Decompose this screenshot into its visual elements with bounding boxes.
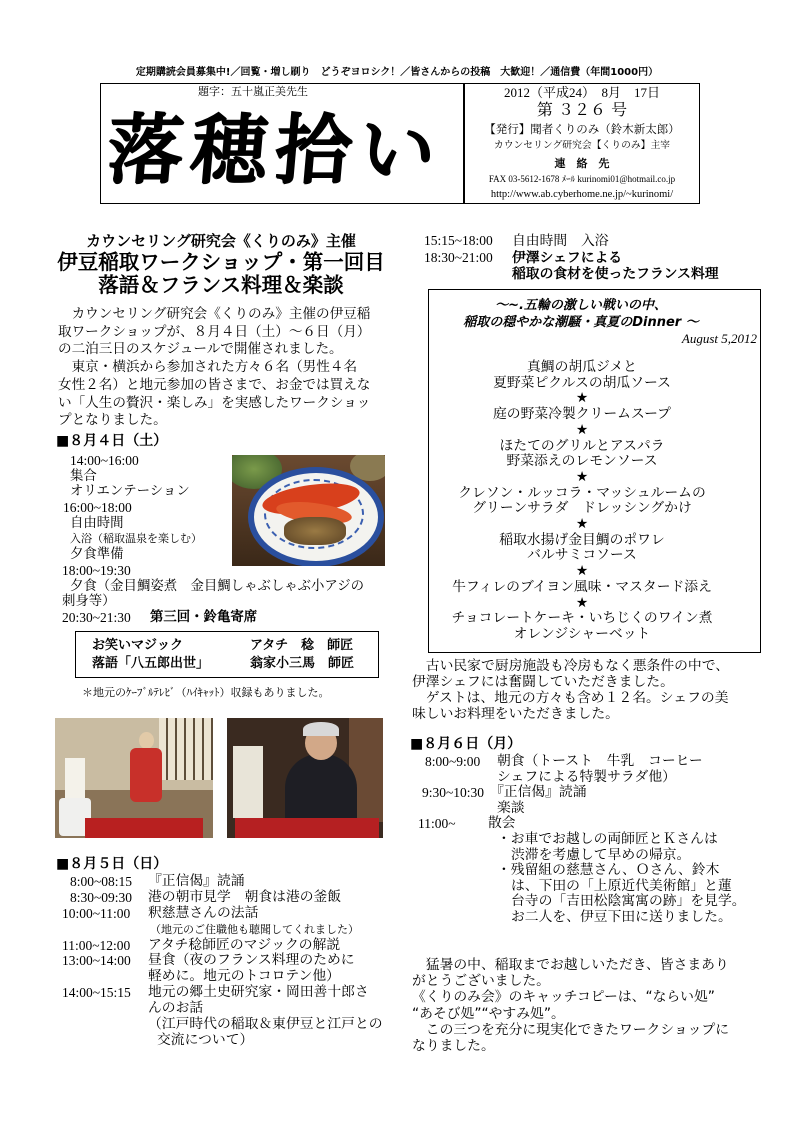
schedule-row [0,894,760,910]
menu-item: グリーンサラダ ドレッシングかけ [472,500,692,517]
performer-row [76,637,378,655]
menu-title-line: 稲取の穏やかな潮騒・真夏のDinner ～ [463,314,699,330]
schedule-text: （地元のご住職他も聴聞してくれました） [150,922,359,936]
contact-label: 連 絡 先 [554,157,610,170]
menu-title-line: ～~.五輪の激しい戦いの中、 [495,298,667,313]
schedule-row [0,594,394,610]
schedule-row [0,910,760,926]
schedule-row [0,233,760,250]
contact-details: FAX 03-5612-1678 ﾒｰﾙ kurinomi01@hotmail.co.jp [488,174,676,184]
schedule-row [0,801,760,817]
schedule-time: 10:00~11:00 [62,905,131,921]
photo-vegetables [284,517,346,545]
schedule-text: 入浴（稲取温泉を楽しむ） [70,532,202,546]
text-line: 東京・横浜から参加された方々６名（男性４名 [58,359,358,376]
text-line: 猛暑の中、稲取までお越しいただき、皆さまあり [412,957,729,973]
schedule-text: シェフによる特製サラダ他） [497,768,676,785]
text-line: カウンセリング研究会《くりのみ》主催の伊豆稲 [58,306,371,322]
schedule-row [0,1017,394,1033]
masthead-box [100,83,700,204]
schedule-text: は、下田の「上原近代美術館」と蓮 [511,877,732,894]
schedule-text: 稲取の食材を使ったフランス料理 [512,266,719,282]
menu-date: August 5,2012 [681,331,757,346]
article-host: カウンセリング研究会《くりのみ》主催 [86,232,356,250]
schedule-time: 8:30~09:30 [70,889,133,905]
schedule-row [0,938,394,954]
dinner-menu-box [428,289,761,653]
schedule-row [0,985,394,1001]
performer-row [76,655,378,673]
menu-item: ほたてのグリルとアスパラ [499,437,665,454]
schedule-row [0,863,760,879]
text-line: ゲストは、地元の方々も含め１２名。シェフの美 [412,690,729,706]
schedule-text: 自由時間 入浴 [512,233,609,249]
schedule-text: 港の朝市見学 朝食は港の釜飯 [148,888,342,905]
schedule-row [0,848,760,864]
schedule-row [0,770,760,786]
schedule-time: 11:00~12:00 [62,937,131,953]
menu-item: オレンジシャーベット [513,625,651,642]
schedule-text: 刺身等） [62,594,116,610]
evening-schedule [0,233,760,283]
text-line: “あそび処”“やすみ処”。 [412,1005,565,1022]
closing-paragraph [412,957,729,1054]
photo-performer-hair [303,722,339,736]
menu-item: 野菜添えのレモンソース [506,453,658,470]
performer-act: 落語「八五郎出世」 [92,656,210,671]
menu-item: バルサミコソース [527,547,637,564]
schedule-text: 散会 [488,815,516,832]
performer-name: 翁家小三馬 師匠 [250,656,355,671]
text-line: がとうございました。 [412,973,550,990]
menu-item: 庭の野菜冷製クリームスープ [493,406,671,423]
menu-item: 夏野菜ピクルスの胡瓜ソース [493,374,671,391]
schedule-row [0,1001,394,1017]
issue-number: 第 ３２６ 号 [536,100,628,119]
organization: カウンセリング研究会【くりのみ】主宰 [493,140,671,151]
article-title-line-1: 伊豆稲取ワークショップ・第一回目 [57,250,385,274]
text-line: い「人生の贅沢・楽しみ」を実感したワークショッ [58,394,371,411]
schedule-text: 夕食（金目鯛姿煮 金目鯛しゃぶしゃぶ小アジの [70,578,365,594]
text-line: 女性２名）と地元参加の皆さまで、お金では買えな [58,376,371,393]
day1-heading: ■８月４日（土） [56,433,168,449]
schedule-text: 『正信偈』読誦 [148,873,245,889]
schedule-text: オリエンテーション [70,484,190,500]
menu-items [429,360,735,643]
text-line: 取ワークショップが、８月４日（土）～６日（月） [58,323,371,340]
schedule-row [0,579,394,595]
schedule-text: 軽めに。地元のトコロテン他） [148,968,340,985]
issue-date: 2012（平成24） 8月 17日 [503,85,660,100]
schedule-row [0,832,760,848]
menu-item: 稲取水揚げ金目鯛のポワレ [499,531,665,548]
performers-box [75,631,379,678]
schedule-time: 9:30~10:30 [422,785,485,801]
schedule-text: 地元の郷土史研究家・岡田善十郎さ [148,984,369,1001]
text-line: なりました。 [412,1038,495,1055]
schedule-text: 自由時間 [70,515,124,531]
schedule-time: 20:30~21:30 [62,609,131,625]
star-separator-icon: ★ [575,594,589,611]
menu-item: 真鯛の胡瓜ジメと [527,359,637,375]
star-separator-icon: ★ [575,421,589,438]
text-line: 味しいお料理をいただきました。 [412,706,619,722]
tv-recording-note: ＊地元のｹｰﾌﾞﾙﾃﾚﾋﾞ（ﾊｲｷｬｯﾄ）収録もありました。 [82,686,330,699]
schedule-text: んのお話 [148,1000,204,1017]
schedule-text: アタチ稔師匠のマジックの解説 [148,936,341,953]
photo-magician-head [139,732,154,749]
star-separator-icon: ★ [575,468,589,485]
schedule-row [0,266,760,283]
schedule-text: 朝食（トースト 牛乳 コーヒー [497,753,703,769]
subscription-banner: 定期購読会員募集中!／回覧・増し刷り どうぞヨロシク！／皆さんからの投稿 大歓迎！／通信費（年間1000円） [135,67,659,78]
schedule-text: 夕食準備 [70,547,124,563]
text-line: 伊澤シェフには奮闘していただきました。 [412,674,674,690]
performer-name: アタチ 稔 師匠 [250,638,354,653]
star-separator-icon: ★ [575,390,589,407]
schedule-time: 8:00~08:15 [70,874,133,889]
schedule-time: 13:00~14:00 [62,953,131,969]
schedule-row [0,754,760,770]
newsletter-title: 落穂拾い [103,105,447,194]
schedule-row [0,785,760,801]
menu-item: チョコレートケーキ・いちじくのワイン煮 [451,610,713,627]
text-line: の二泊三日のスケジュールで開催されました。 [58,341,343,358]
after-dinner-paragraph [412,658,729,722]
day3-heading: ■８月６日（月） [410,736,522,752]
schedule-text: 交流について） [157,1031,254,1048]
schedule-time: 18:30~21:00 [424,249,493,265]
schedule-text: ・残留組の慈慧さん、Ｏさん、鈴木 [497,862,720,879]
schedule-row [0,953,394,969]
schedule-time: 15:15~18:00 [424,233,493,248]
article-title-line-2: 落語＆フランス料理＆楽談 [98,273,344,297]
schedule-text: （江戸時代の稲取＆東伊豆と江戸との [148,1016,383,1033]
menu-item: クレソン・ルッコラ・マッシュルームの [458,484,706,501]
schedule-text: 第三回・鈴亀寄席 [150,609,258,625]
schedule-text: 集合 [70,468,97,484]
schedule-time: 14:00~15:15 [62,985,131,1001]
schedule-row [0,250,760,267]
performer-act: お笑いマジック [92,638,184,653]
title-credit: 題字：五十嵐正美先生 [198,85,308,98]
schedule-time: 14:00~16:00 [70,453,139,468]
schedule-text: ・お車でお越しの両師匠とＫさんは [497,830,718,847]
schedule-time: 16:00~18:00 [63,500,132,516]
schedule-time: 18:00~19:30 [62,562,131,578]
schedule-text: 台寺の「吉田松陰寓寓の跡」を見学。 [511,893,746,910]
day3-schedule [0,754,760,926]
star-separator-icon: ★ [575,563,589,580]
photo-kinmedai-dish [232,455,385,566]
website-url[interactable]: http://www.ab.cyberhome.ne.jp/~kurinomi/ [490,189,674,200]
schedule-row [0,969,394,985]
star-separator-icon: ★ [575,516,589,533]
schedule-text: 渋滞を考慮して早めの帰京。 [511,846,691,863]
text-line: 古い民家で厨房施設も冷房もなく悪条件の中で、 [412,658,730,674]
schedule-row [0,879,760,895]
schedule-time: 11:00~ [418,816,456,832]
intro-paragraph [58,306,370,430]
schedule-text: お二人を、伊豆下田に送りました。 [511,908,732,925]
menu-title [429,298,733,331]
schedule-text: 伊澤シェフによる [512,249,623,266]
schedule-text: 釈慈慧さんの法話 [148,904,259,921]
text-line: 《くりのみ会》のキャッチコピーは、“ならい処” [412,989,715,1006]
schedule-text: 昼食（夜のフランス料理のために [148,952,355,969]
text-line: プとなりました。 [58,412,167,429]
schedule-row [0,1033,394,1049]
schedule-row [0,610,394,626]
schedule-row [0,816,760,832]
schedule-text: 『正信偈』読誦 [490,784,587,801]
menu-item: 牛フィレのブイヨン風味・マスタード添え [452,578,712,595]
publisher: 【発行】聞者くりのみ（鈴木新太郎） [484,122,680,136]
schedule-text: 楽談 [497,799,525,816]
schedule-time: 8:00~9:00 [425,754,481,769]
text-line: この三つを充分に現実化できたワークショップに [412,1021,730,1038]
day2-heading: ■８月５日（日） [56,856,168,872]
